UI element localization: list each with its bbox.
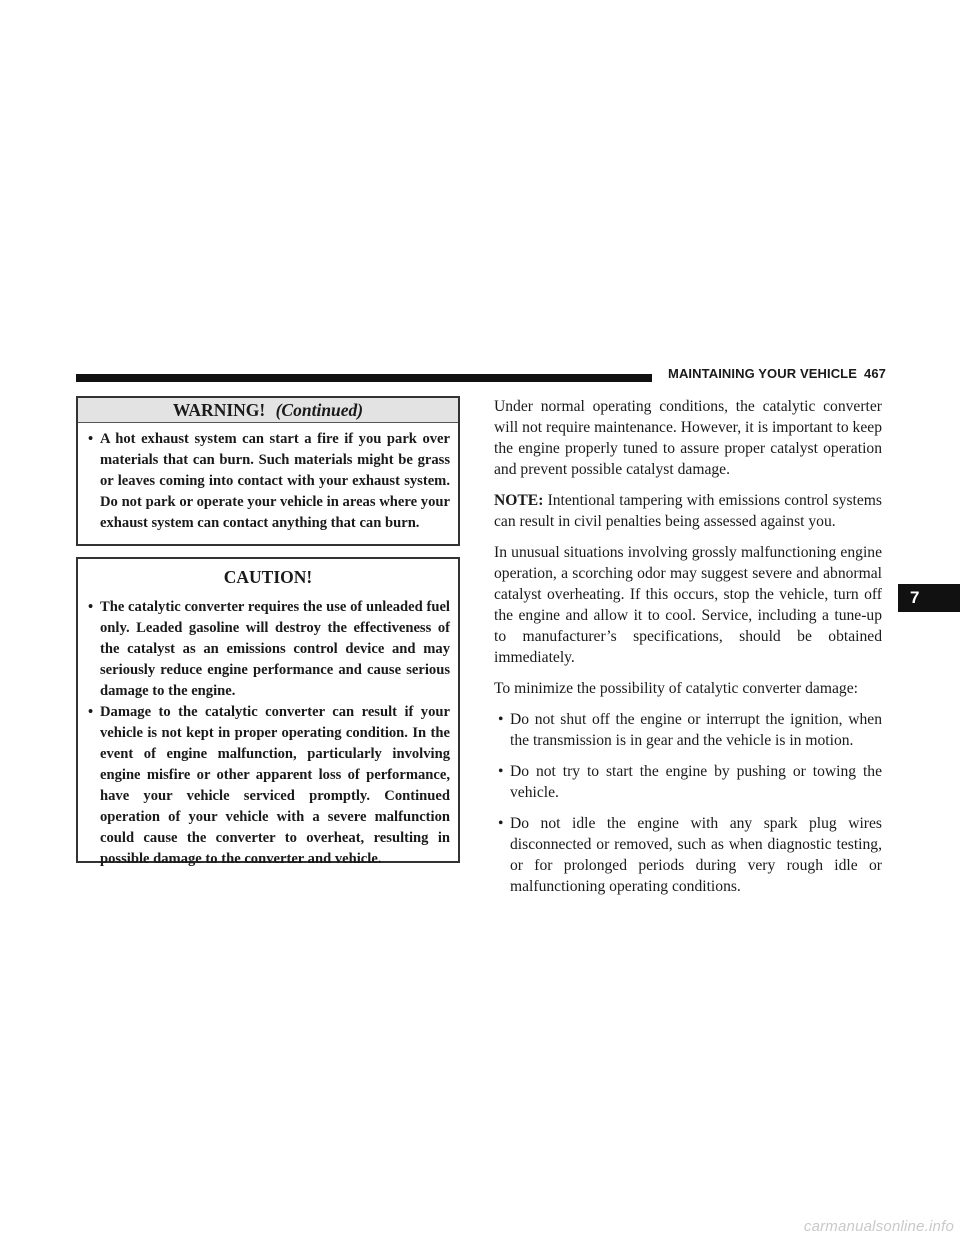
- note-text: Intentional tampering with emissions control systems can result in civil penalties being assessed against you.: [494, 492, 882, 530]
- chapter-tab: 7: [898, 584, 960, 612]
- list-item: [494, 813, 882, 897]
- note-label: NOTE:: [494, 492, 544, 509]
- list-item: [494, 761, 882, 803]
- running-header: [660, 366, 886, 381]
- warning-title-suffix: (Continued): [275, 400, 364, 420]
- warning-item: [88, 429, 450, 534]
- note-paragraph: [494, 490, 882, 532]
- caution-item-text: Damage to the catalytic converter can result if your vehicle is not kept in proper operating condition. In the event of engine malfunction, particularly involving engine misfire or other apparent loss of performance, have your vehicle serviced promptly. Continued operation of your vehicle with a severe malfunction could cause the converter to overheat, resulting in possible damage to the converter and vehicle.: [100, 704, 450, 867]
- list-item: [494, 709, 882, 751]
- section-title: MAINTAINING YOUR VEHICLE: [668, 366, 857, 381]
- bullet-icon: •: [498, 763, 504, 780]
- warning-item-text: A hot exhaust system can start a fire if you park over materials that can burn. Such materials might be grass or leaves coming into contact with your exhaust system. Do not park or operate your vehicle in areas where your exhaust system can contact anything that can burn.: [100, 431, 450, 531]
- bullet-icon: •: [88, 704, 94, 720]
- caution-item: [88, 702, 450, 870]
- list-item-text: Do not shut off the engine or interrupt the ignition, when the transmission is in gear and the vehicle is in motion.: [510, 711, 882, 749]
- paragraph: To minimize the possibility of catalytic converter damage:: [494, 680, 858, 697]
- bullet-icon: •: [498, 711, 504, 728]
- bullet-icon: •: [88, 431, 94, 447]
- body-text: [494, 396, 882, 907]
- body-list: [494, 709, 882, 897]
- watermark: carmanualsonline.info: [803, 1218, 954, 1235]
- caution-title: CAUTION!: [223, 567, 313, 587]
- page-number: 467: [864, 366, 886, 381]
- caution-box: [76, 557, 460, 867]
- list-item-text: Do not try to start the engine by pushing or towing the vehicle.: [510, 763, 882, 801]
- warning-box: [76, 396, 460, 546]
- caution-list: [78, 589, 458, 870]
- list-item-text: Do not idle the engine with any spark plug wires disconnected or removed, such as when diagnostic testing, or for prolonged periods during very rough idle or malfunctioning operating conditions.: [510, 815, 882, 895]
- paragraph: Under normal operating conditions, the catalytic converter will not require maintenance. However, it is important to keep the engine properly tuned to assure proper catalyst operation and prevent possible catalyst damage.: [494, 398, 882, 478]
- caution-item-text: The catalytic converter requires the use of unleaded fuel only. Leaded gasoline will destroy the effectiveness of the catalyst as an emissions control device and may seriously reduce engine performance and cause serious damage to the engine.: [100, 599, 450, 699]
- header-rule: [76, 374, 652, 382]
- bullet-icon: •: [88, 599, 94, 615]
- bullet-icon: •: [498, 815, 504, 832]
- caution-item: [88, 597, 450, 702]
- warning-title-text: WARNING!: [172, 400, 266, 420]
- warning-list: [78, 423, 458, 534]
- warning-title: [78, 398, 458, 423]
- paragraph: In unusual situations involving grossly malfunctioning engine operation, a scorching odor may suggest severe and abnormal catalyst overheating. If this occurs, stop the vehicle, turn off the engine and allow it to cool. Service, including a tune-up to manufacturer’s specifications, should be obtained immediately.: [494, 544, 882, 666]
